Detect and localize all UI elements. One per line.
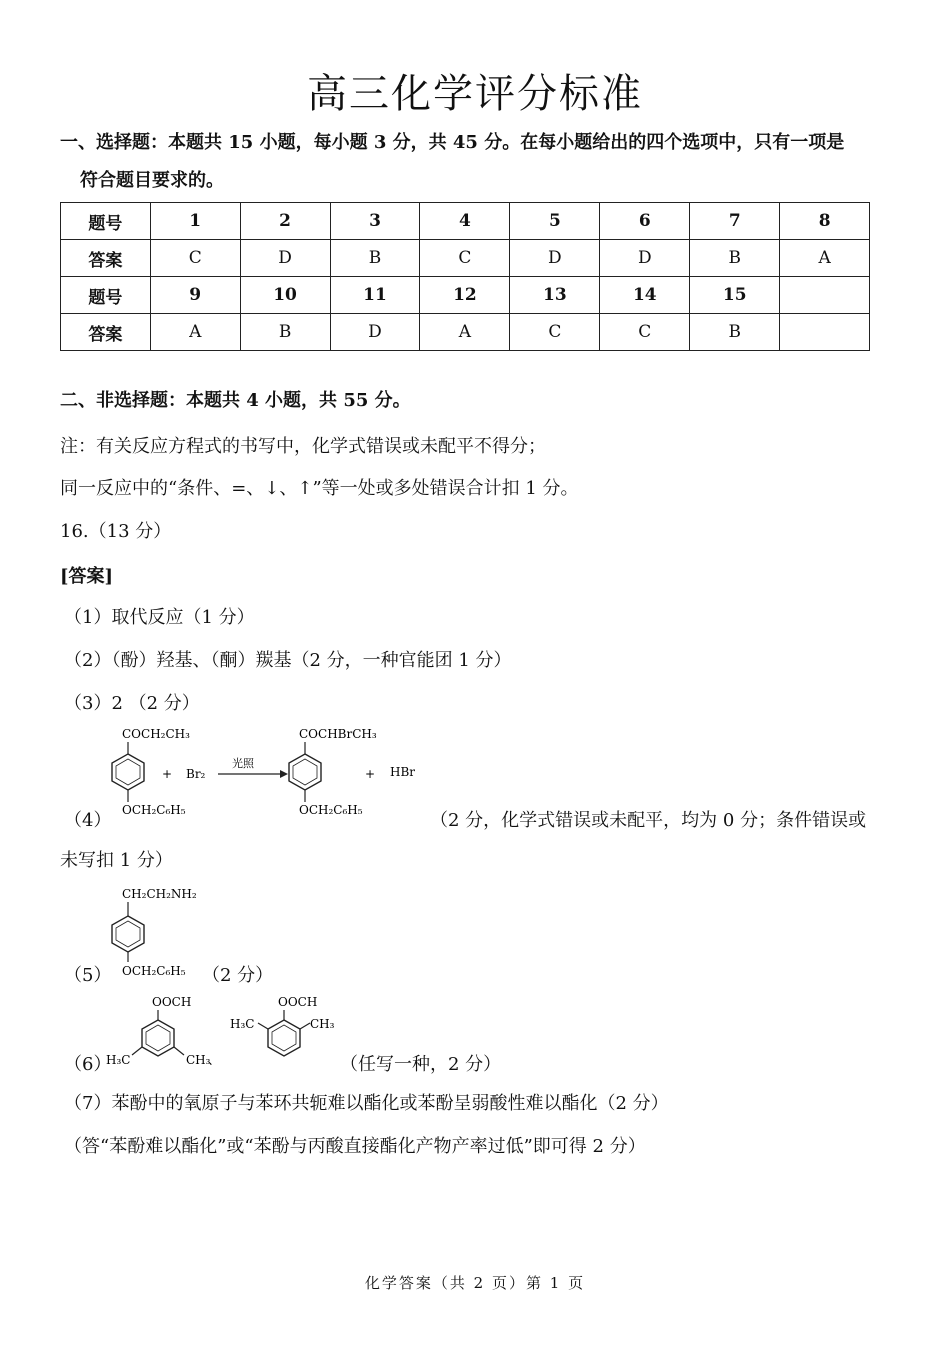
plus-sign: + xyxy=(162,767,173,781)
q16-answer-5-score: （2 分） xyxy=(202,965,274,986)
section2-heading: 二、非选择题：本题共 4 小题，共 55 分。 xyxy=(60,390,411,411)
q16-answer-4-note1: （2 分，化学式错误或未配平，均为 0 分；条件错误或 xyxy=(430,810,867,831)
answer-6-1-top: OOCH xyxy=(152,995,192,1009)
table-cell: 10 xyxy=(240,277,330,314)
q16-answer-1: （1）取代反应（1 分） xyxy=(64,607,255,628)
table-cell xyxy=(780,277,870,314)
q16-answer-4-note2: 未写扣 1 分） xyxy=(60,850,173,871)
table-cell: 15 xyxy=(690,277,780,314)
q16-answer-2: （2）（酚）羟基、（酮）羰基（2 分，一种官能团 1 分） xyxy=(64,650,512,671)
table-cell: D xyxy=(600,240,690,277)
q16-answer-6-score: （任写一种，2 分） xyxy=(340,1054,502,1075)
page-title: 高三化学评分标准 xyxy=(307,71,643,117)
table-row xyxy=(61,203,870,240)
page-footer: 化学答案（共 2 页）第 1 页 xyxy=(364,1274,586,1292)
answer-6-separator: 、 xyxy=(208,1053,221,1067)
q16-answer-3: （3）2 （2 分） xyxy=(64,693,200,714)
table-cell: 8 xyxy=(780,203,870,240)
reaction-arrow xyxy=(218,756,288,778)
q16-title: 16.（13 分） xyxy=(60,521,172,542)
q16-answer-7-note: （答“苯酚难以酯化”或“苯酚与丙酸直接酯化产物产率过低”即可得 2 分） xyxy=(64,1136,646,1157)
table-cell: A xyxy=(780,240,870,277)
table-row xyxy=(61,314,870,351)
byproduct: HBr xyxy=(390,765,416,779)
table-cell: D xyxy=(330,314,420,351)
answer-5-top-group: CH₂CH₂NH₂ xyxy=(122,887,197,901)
table-cell: B xyxy=(690,314,780,351)
answer-6-1-right: CH₃ xyxy=(186,1053,211,1067)
table-cell: 7 xyxy=(690,203,780,240)
table-row xyxy=(61,240,870,277)
table-cell: C xyxy=(150,240,240,277)
table-header-label: 题号 xyxy=(61,277,151,314)
table-cell: 12 xyxy=(420,277,510,314)
section1-heading-line2: 符合题目要求的。 xyxy=(80,170,224,191)
table-cell: C xyxy=(420,240,510,277)
answer-6-2-right: CH₃ xyxy=(310,1017,335,1031)
reaction-condition: 光照 xyxy=(232,757,254,770)
section1-heading-line1: 一、选择题：本题共 15 小题，每小题 3 分，共 45 分。在每小题给出的四个选项中，只有一项是 xyxy=(60,132,845,153)
table-cell: 1 xyxy=(150,203,240,240)
table-header-label: 题号 xyxy=(61,203,151,240)
table-cell: A xyxy=(150,314,240,351)
q16-answer-4-label: （4） xyxy=(64,810,112,831)
table-cell: 3 xyxy=(330,203,420,240)
table-cell: D xyxy=(240,240,330,277)
q16-answer-7: （7）苯酚中的氧原子与苯环共轭难以酯化或苯酚呈弱酸性难以酯化（2 分） xyxy=(64,1093,669,1114)
table-cell: C xyxy=(510,314,600,351)
table-cell: 2 xyxy=(240,203,330,240)
table-answer-label: 答案 xyxy=(61,240,151,277)
reactant-bottom-group: OCH₂C₆H₅ xyxy=(122,803,186,817)
table-row xyxy=(61,277,870,314)
table-answer-label: 答案 xyxy=(61,314,151,351)
table-cell: 11 xyxy=(330,277,420,314)
product-bottom-group: OCH₂C₆H₅ xyxy=(299,803,363,817)
answer-6-2-left: H₃C xyxy=(230,1017,255,1031)
product-top-group: COCHBrCH₃ xyxy=(299,727,377,741)
table-cell: A xyxy=(420,314,510,351)
section2-note2: 同一反应中的“条件、=、↓、↑”等一处或多处错误合计扣 1 分。 xyxy=(60,478,579,499)
reactant-top-group: COCH₂CH₃ xyxy=(122,727,190,741)
section2-note1: 注：有关反应方程式的书写中，化学式错误或未配平不得分； xyxy=(60,436,546,457)
answer-6-1-left: H₃C xyxy=(106,1053,131,1067)
answer-table xyxy=(60,202,870,351)
reagent: Br₂ xyxy=(186,767,206,781)
table-cell: D xyxy=(510,240,600,277)
plus-sign: + xyxy=(365,767,376,781)
table-cell xyxy=(780,314,870,351)
answer-tag: [答案] xyxy=(60,566,114,587)
table-cell: 5 xyxy=(510,203,600,240)
table-cell: 6 xyxy=(600,203,690,240)
table-cell: B xyxy=(240,314,330,351)
table-cell: 13 xyxy=(510,277,600,314)
answer-5-bottom-group: OCH₂C₆H₅ xyxy=(122,964,186,978)
answer-6-structures xyxy=(100,992,340,1072)
table-cell: C xyxy=(600,314,690,351)
q16-answer-5-label: （5） xyxy=(64,965,112,986)
table-cell: 14 xyxy=(600,277,690,314)
table-cell: 9 xyxy=(150,277,240,314)
q16-answer-6-label: （6） xyxy=(64,1054,112,1075)
table-cell: B xyxy=(330,240,420,277)
answer-6-structure-2 xyxy=(230,995,335,1056)
answer-6-2-top: OOCH xyxy=(278,995,318,1009)
product-structure xyxy=(289,727,377,817)
reactant-structure xyxy=(112,727,190,817)
reaction-equation xyxy=(100,722,430,822)
table-cell: B xyxy=(690,240,780,277)
answer-6-structure-1 xyxy=(106,995,220,1067)
table-cell: 4 xyxy=(420,203,510,240)
